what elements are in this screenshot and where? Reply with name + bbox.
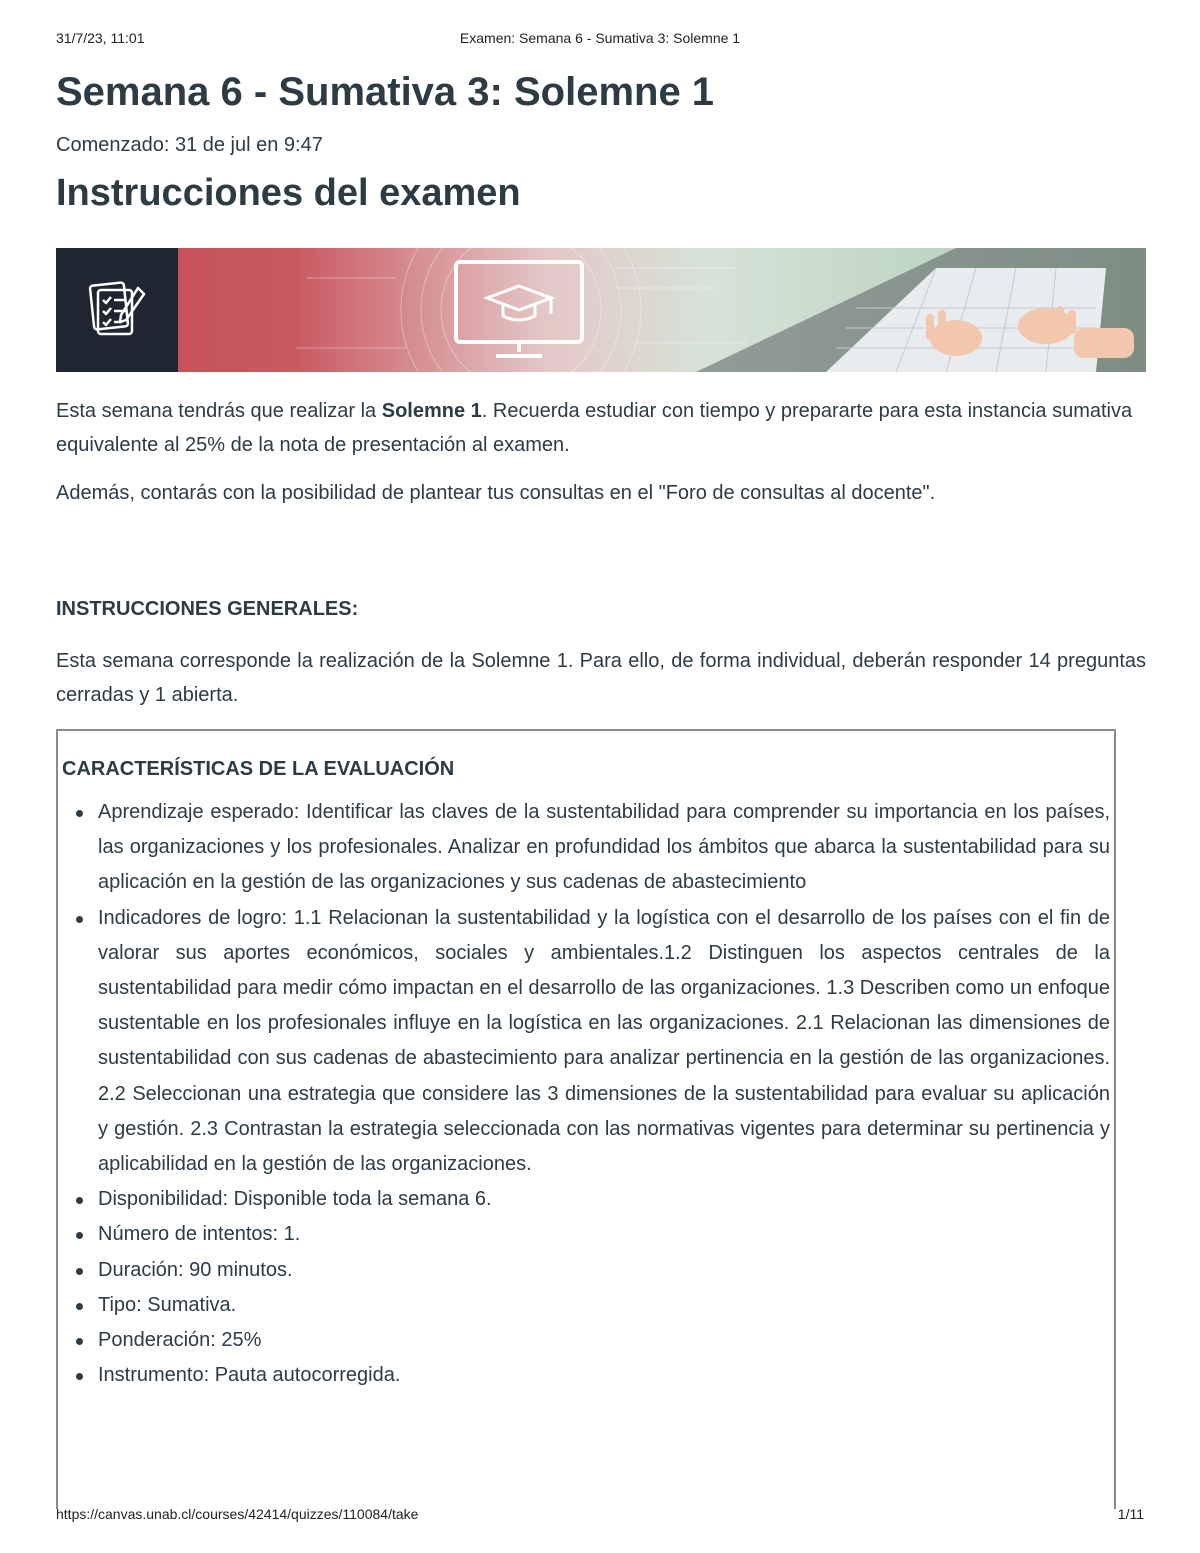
print-header [56, 30, 1144, 50]
evaluation-characteristics-title: CARACTERÍSTICAS DE LA EVALUACIÓN [62, 758, 455, 780]
intro-bold-solemne: Solemne 1 [381, 400, 482, 422]
general-instructions-text: Esta semana corresponde la realización de la Solemne 1. Para ello, de forma individual, deberán responder 14 preguntas cerradas y 1 abierta. [56, 650, 1146, 706]
print-footer [56, 1506, 1144, 1526]
print-doc-title: Examen: Semana 6 - Sumativa 3: Solemne 1 [459, 30, 741, 46]
intro-text-end: . Recuerda estudiar con tiempo y prepararte para esta instancia sumativa equivalente al 25% de la nota de presentación al examen. [56, 400, 1133, 456]
banner-illustration [56, 248, 1146, 372]
evaluation-characteristics-list [62, 795, 1110, 1393]
page-title: Semana 6 - Sumativa 3: Solemne 1 [56, 70, 715, 114]
evaluation-characteristics-box [56, 729, 1116, 1509]
list-item: Aprendizaje esperado: Identificar las claves de la sustentabilidad para comprender su importancia en los países, las organizaciones y los profesionales. Analizar en profundidad los ámbitos que abarca la sustentabilidad para su aplicación en la gestión de las organizaciones y sus cadenas de abastecimiento [98, 795, 1110, 901]
list-item: Indicadores de logro: 1.1 Relacionan la sustentabilidad y la logística con el desarrollo de los países con el fin de valorar sus aportes económicos, sociales y ambientales.1.2 Distinguen los aspectos centrales de la sustentabilidad para medir cómo impactan en el desarrollo de las organizaciones. 1.3 Describen como un enfoque sustentable en los profesionales influye en la logística en las organizaciones. 2.1 Relacionan las dimensiones de sustentabilidad con sus cadenas de abastecimiento para analizar pertinencia en la gestión de las organizaciones. 2.2 Seleccionan una estrategia que considere las 3 dimensiones de la sustentabilidad para evaluar su aplicación y gestión. 2.3 Contrastan la estrategia seleccionada con las normativas vigentes para determinar su pertinencia y aplicabilidad en la gestión de las organizaciones. [98, 901, 1110, 1183]
print-page-number: 1/11 [1117, 1506, 1144, 1522]
print-date: 31/7/23, 11:01 [56, 30, 145, 46]
list-item: Número de intentos: 1. [98, 1217, 1110, 1252]
list-item: Tipo: Sumativa. [98, 1288, 1110, 1323]
list-item: Disponibilidad: Disponible toda la semana 6. [98, 1182, 1110, 1217]
quiz-banner-image [56, 248, 1146, 372]
list-item: Duración: 90 minutos. [98, 1253, 1110, 1288]
instructions-heading: Instrucciones del examen [56, 172, 521, 214]
intro-paragraph-1 [56, 394, 1146, 462]
print-url: https://canvas.unab.cl/courses/42414/quizzes/110084/take [56, 1506, 419, 1522]
list-item: Ponderación: 25% [98, 1323, 1110, 1358]
general-instructions-heading: INSTRUCCIONES GENERALES: [56, 598, 359, 620]
intro-text-start: Esta semana tendrás que realizar la [56, 400, 382, 422]
list-item: Instrumento: Pauta autocorregida. [98, 1358, 1110, 1393]
intro-paragraph-2: Además, contarás con la posibilidad de plantear tus consultas en el "Foro de consultas al docente". [56, 482, 936, 504]
started-timestamp: Comenzado: 31 de jul en 9:47 [56, 134, 323, 156]
quiz-content [56, 64, 1146, 712]
